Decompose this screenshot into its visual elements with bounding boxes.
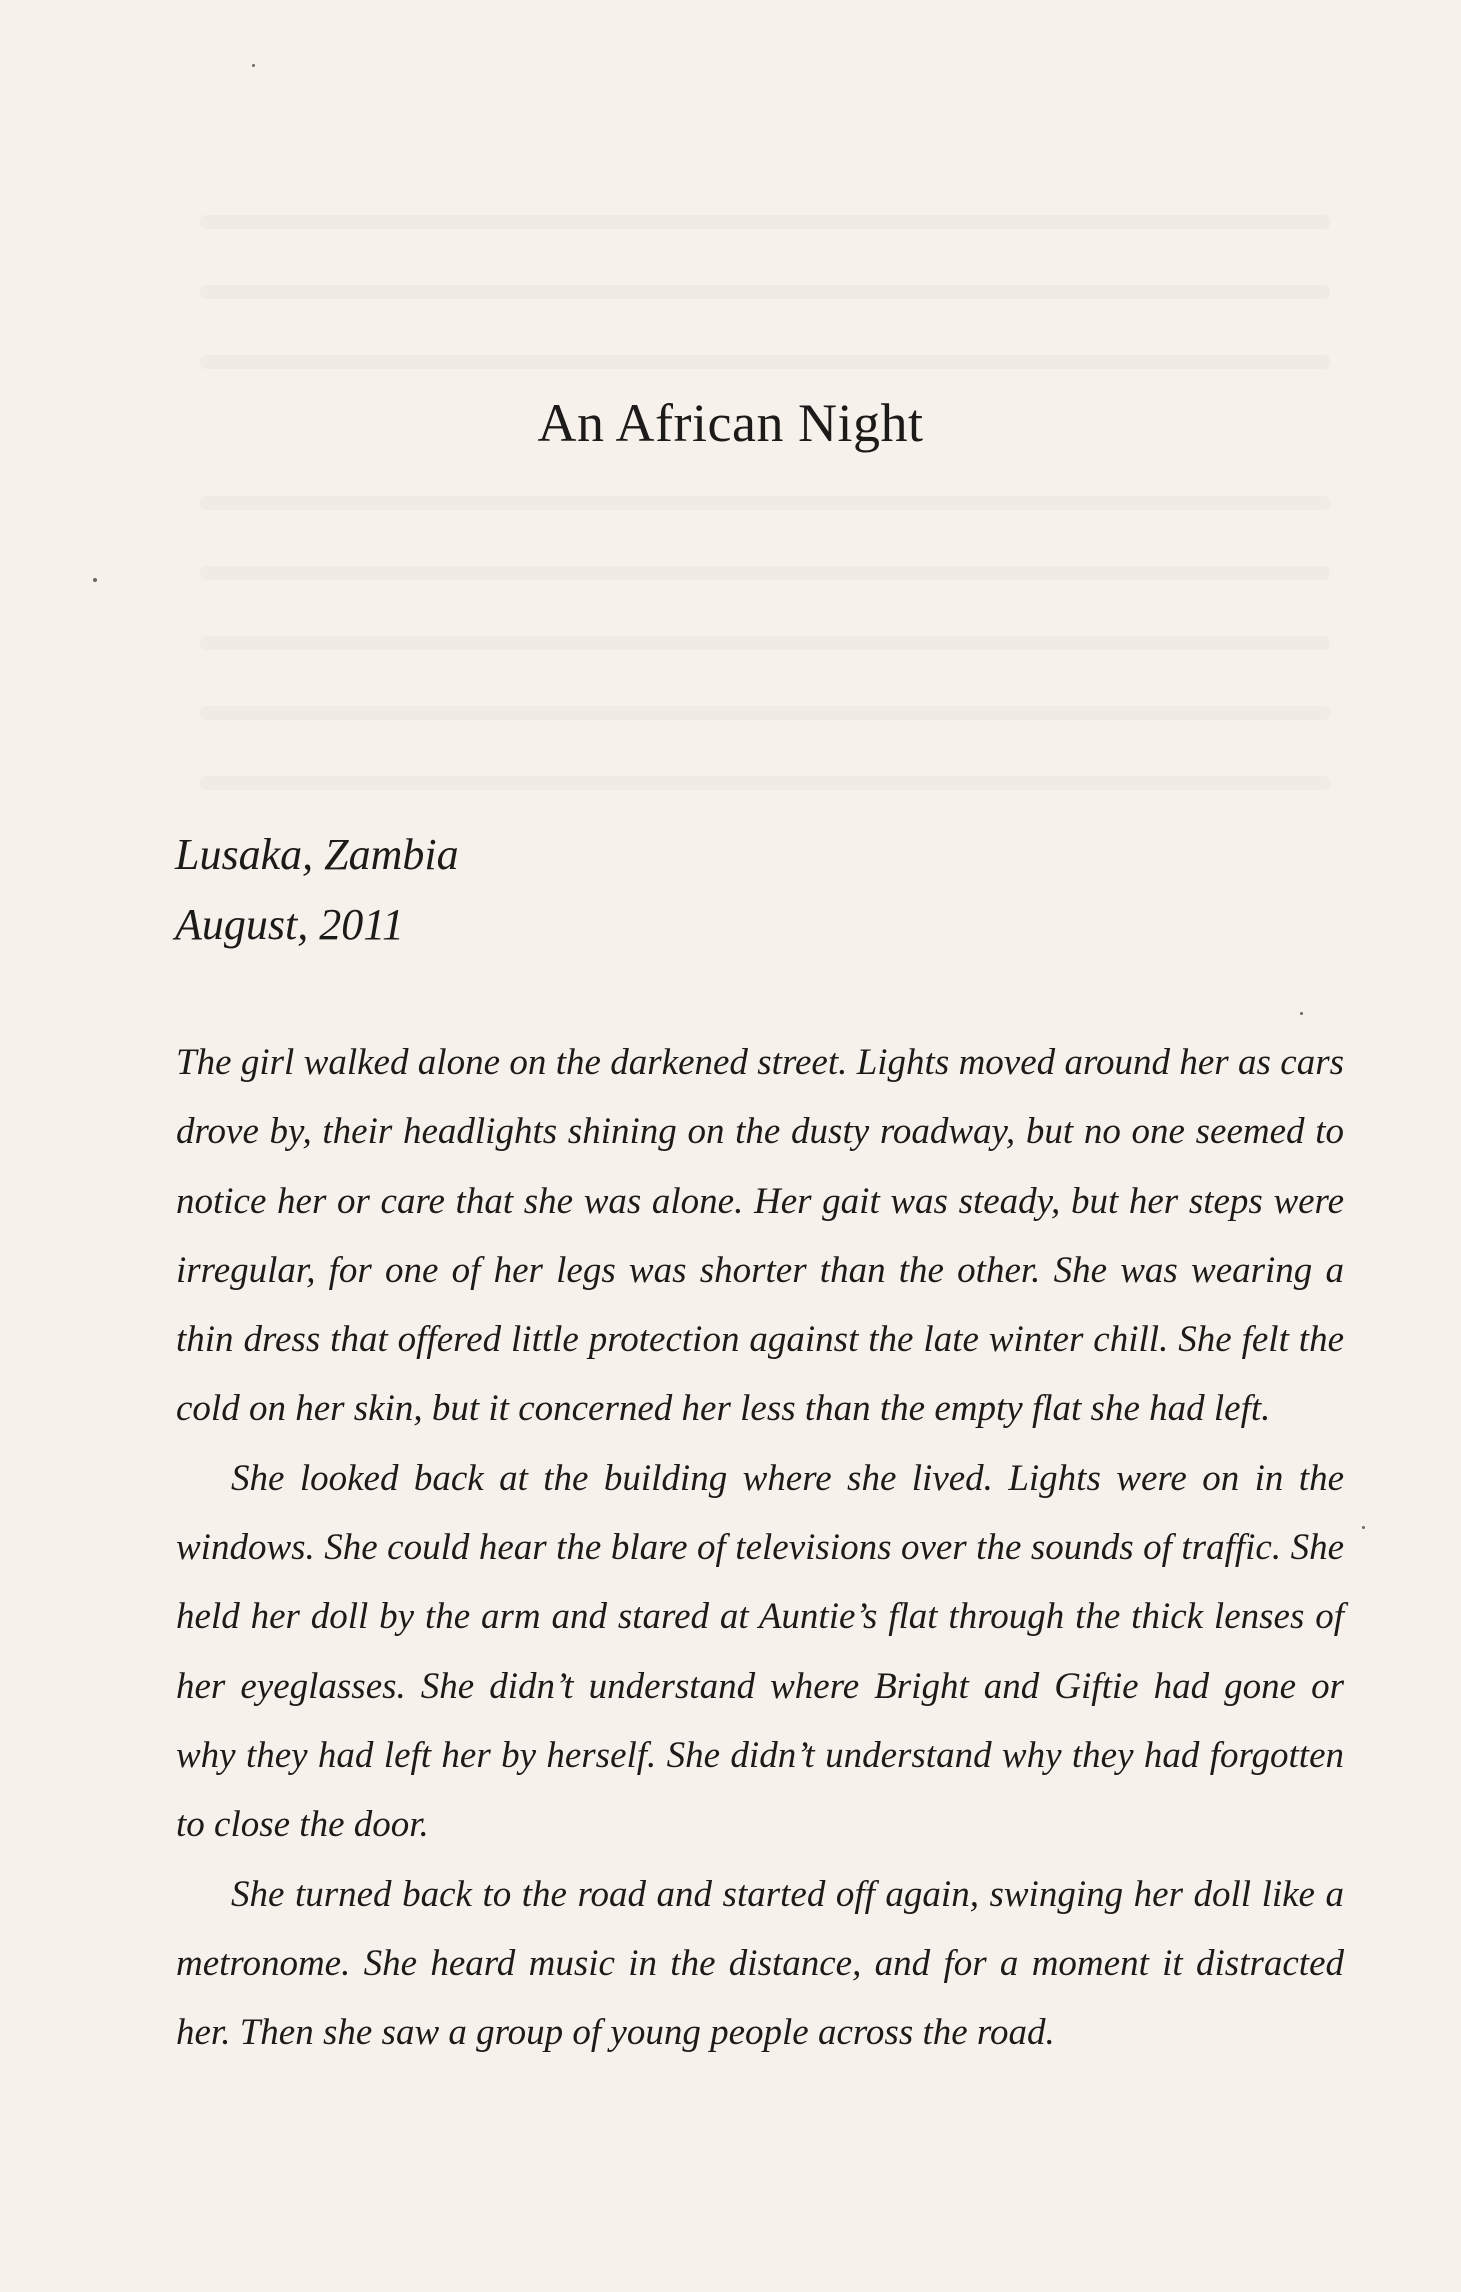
bleed-through-line — [200, 215, 1330, 229]
bleed-through-line — [200, 636, 1330, 650]
scan-speck — [1300, 1012, 1303, 1015]
bleed-through-line — [200, 706, 1330, 720]
location-line: Lusaka, Zambia — [175, 830, 459, 879]
date-line: August, 2011 — [175, 900, 404, 949]
paragraph: The girl walked alone on the darkened street. Lights moved around her as cars drove by, their headlights shining on the dusty roadway, but no one seemed to notice her or care that she was alone. Her gait was steady, but her steps were irregular, for one of her legs was shorter than the other. She was wearing a thin dress that offered little protection against the late winter chill. She felt the cold on her skin, but it concerned her less than the empty flat she had left. — [176, 1042, 1344, 1430]
chapter-title: An African Night — [537, 393, 924, 453]
dateline — [175, 820, 459, 960]
scan-speck — [252, 64, 255, 67]
scan-speck — [93, 578, 97, 582]
scan-speck — [1362, 1526, 1365, 1529]
paragraph: She turned back to the road and started off again, swinging her doll like a metronome. She heard music in the distance, and for a moment it distracted her. Then she saw a group of young people across the road. — [176, 1873, 1344, 2054]
bleed-through-line — [200, 496, 1330, 510]
bleed-through-line — [200, 285, 1330, 299]
body-text — [176, 1028, 1344, 2067]
paragraph: She looked back at the building where she lived. Lights were on in the windows. She could hear the blare of televisions over the sounds of traffic. She held her doll by the arm and stared at Auntie’s flat through the thick lenses of her eyeglasses. She didn’t understand where Bright and Giftie had gone or why they had left her by herself. She didn’t understand why they had forgotten to close the door. — [176, 1457, 1344, 1846]
bleed-through-line — [200, 355, 1330, 369]
bleed-through-line — [200, 776, 1330, 790]
bleed-through-line — [200, 566, 1330, 580]
